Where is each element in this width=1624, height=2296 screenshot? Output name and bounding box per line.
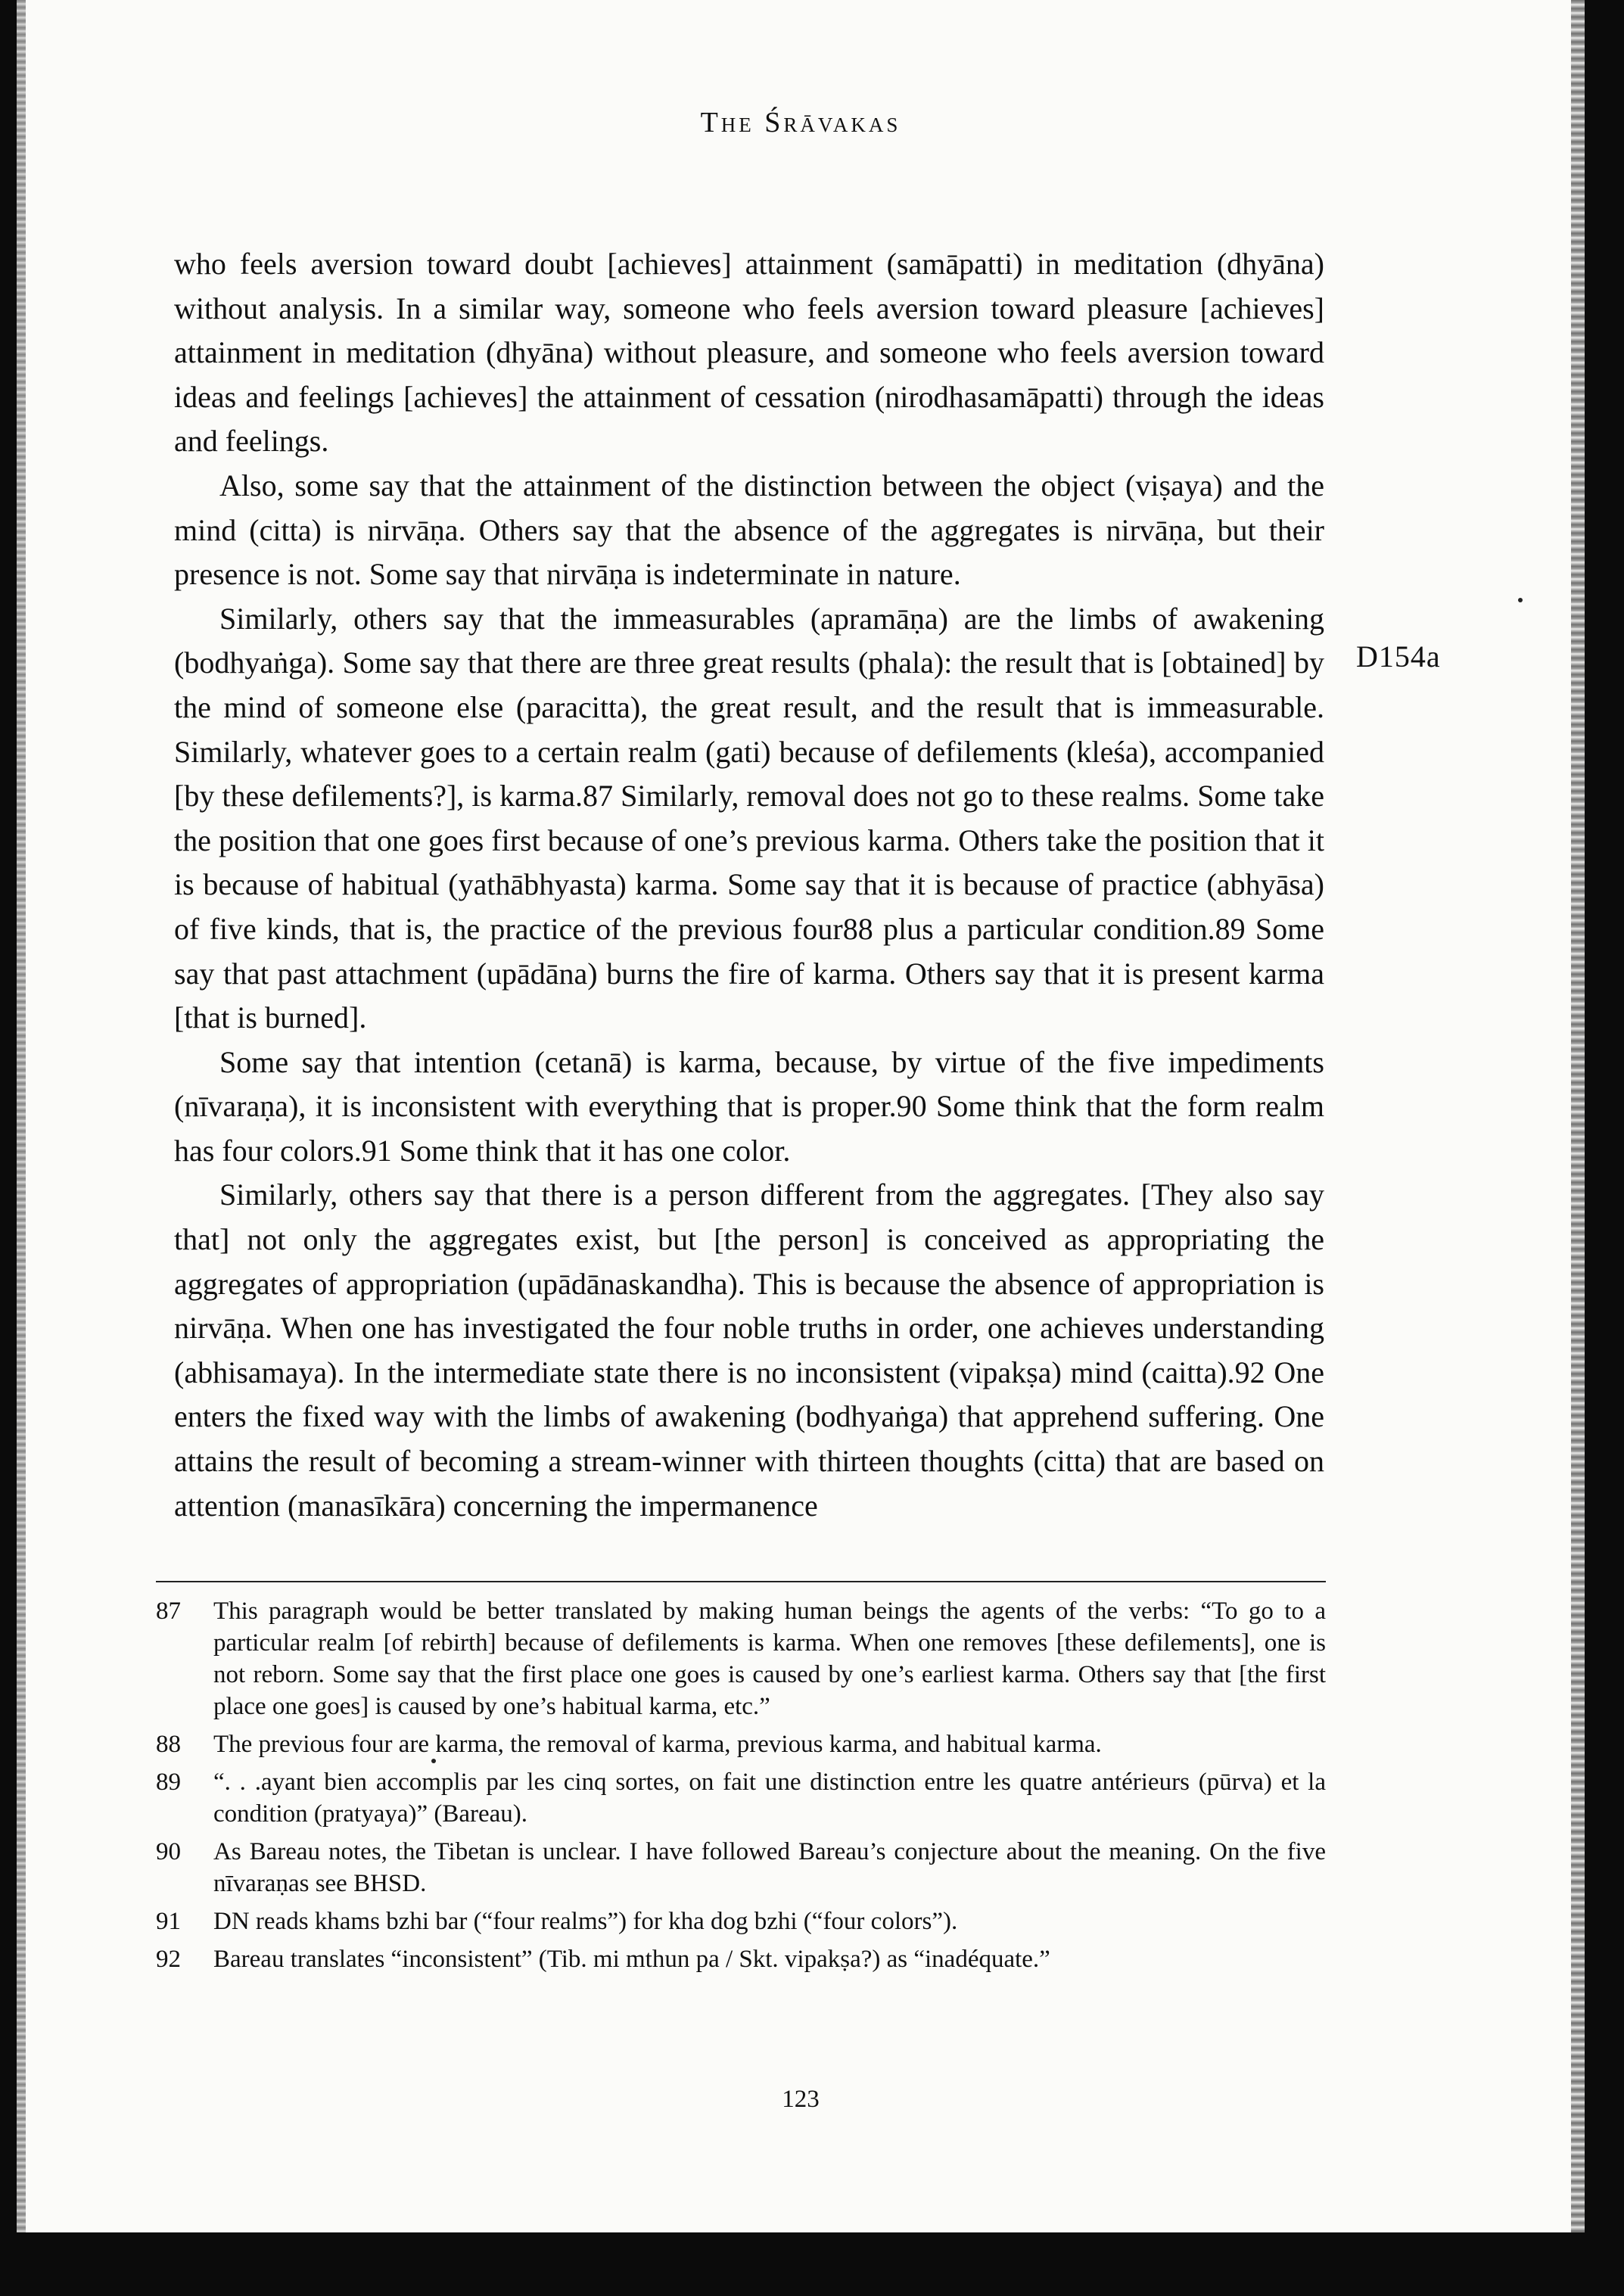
footnote-number: 92 [156,1946,181,1973]
footnote-number: 88 [156,1731,181,1758]
paragraph: who feels aversion toward doubt [achieves] attainment (samāpatti) in meditation (dhyāna) without analysis. In a similar way, someone who feels aversion toward pleasure [achieves] attainment in meditation (dhyāna) without pleasure, and someone who feels aversion toward ideas and feelings [achieves] the attainment of cessation (nirodhasamāpatti) through the ideas and feelings. [174,247,1324,459]
footnote [156,1595,1326,1722]
paragraph: Similarly, others say that the immeasurables (apramāṇa) are the limbs of awakening (bodhyaṅga). Some say that there are three great results (phala): the result that is [obtained] by the mind of someone else (paracitta), the great result, and the result that is immeasurable. Similarly, whatever goes to a certain realm (gati) because of defilements (kleśa), accompanied [by these defilements?], is karma.87 Similarly, removal does not go to these realms. Some take the position that one goes first because of one’s previous karma. Others take the position that it is because of habitual (yathābhyasta) karma. Some say that it is because of practice (abhyāsa) of five kinds, that is, the practice of the previous four88 plus a particular condition.89 Some say that past attachment (upādāna) burns the fire of karma. Others say that it is present karma [that is burned]. [174,601,1324,1035]
footnote-text: This paragraph would be better translated by making human beings the agents of the verbs: “To go to a particular realm [of rebirth] because of defilements is karma. When one removes [these defilements], one is not reborn. Some say that the first place one goes is caused by one’s earliest karma. Others say that [the first place one goes] is caused by one’s habitual karma, etc.” [213,1598,1326,1720]
book-page [17,0,1585,2232]
paragraph: Some say that intention (cetanā) is karma, because, by virtue of the five impediments (nīvaraṇa), it is inconsistent with everything that is proper.90 Some think that the form realm has four colors.91 Some think that it has one color. [174,1044,1324,1168]
paragraph: Similarly, others say that there is a person different from the aggregates. [They also say that] not only the aggregates exist, but [the person] is conceived as appropriating the aggregates of appropriation (upādānaskandha). This is because the absence of appropriation is nirvāṇa. When one has investigated the four noble truths in order, one achieves understanding (abhisamaya). In the intermediate state there is no inconsistent (vipakṣa) mind (caitta).92 One enters the fixed way with the limbs of awakening (bodhyaṅga) that apprehend suffering. One attains the result of becoming a stream-winner with thirteen thoughts (citta) that are based on attention (manasīkāra) concerning the impermanence [174,1178,1324,1523]
footnote-text: As Bareau notes, the Tibetan is unclear. I have followed Bareau’s conjecture about the meaning. On the five nīvaraṇas see BHSD. [213,1838,1326,1897]
footnote [156,1766,1326,1830]
footnote [156,1906,1326,1937]
footnote-text: Bareau translates “inconsistent” (Tib. mi mthun pa / Skt. vipakṣa?) as “inadéquate.” [213,1946,1050,1973]
footnote [156,1836,1326,1899]
footnote-text: The previous four are karma, the removal of karma, previous karma, and habitual karma. [213,1731,1102,1758]
footnote [156,1943,1326,1975]
scan-edge-right [1571,0,1585,2232]
scan-speck [1518,598,1523,602]
footnote-text: DN reads khams bzhi bar (“four realms”) for kha dog bzhi (“four colors”). [213,1908,958,1935]
footnote [156,1728,1326,1760]
footnotes [156,1595,1326,1981]
footnote-number: 89 [156,1769,181,1796]
main-text [174,242,1324,1528]
footnote-number: 91 [156,1908,181,1935]
page-number: 123 [782,2086,820,2113]
footnote-text: “. . .ayant bien accomplis par les cinq sortes, on fait une distinction entre les quatre antérieurs (pūrva) et la condition (pratyaya)” (Bareau). [213,1769,1326,1828]
scan-edge-left [17,0,26,2232]
footnote-number: 90 [156,1838,181,1865]
footnote-number: 87 [156,1598,181,1625]
margin-folio-reference: D154a [1356,639,1441,674]
running-head: The Śrāvakas [700,107,901,138]
paragraph: Also, some say that the attainment of the distinction between the object (viṣaya) and the mind (citta) is nirvāṇa. Others say that the absence of the aggregates is nirvāṇa, but their presence is not. Some say that nirvāṇa is indeterminate in nature. [174,468,1324,592]
footnote-rule [156,1581,1326,1582]
